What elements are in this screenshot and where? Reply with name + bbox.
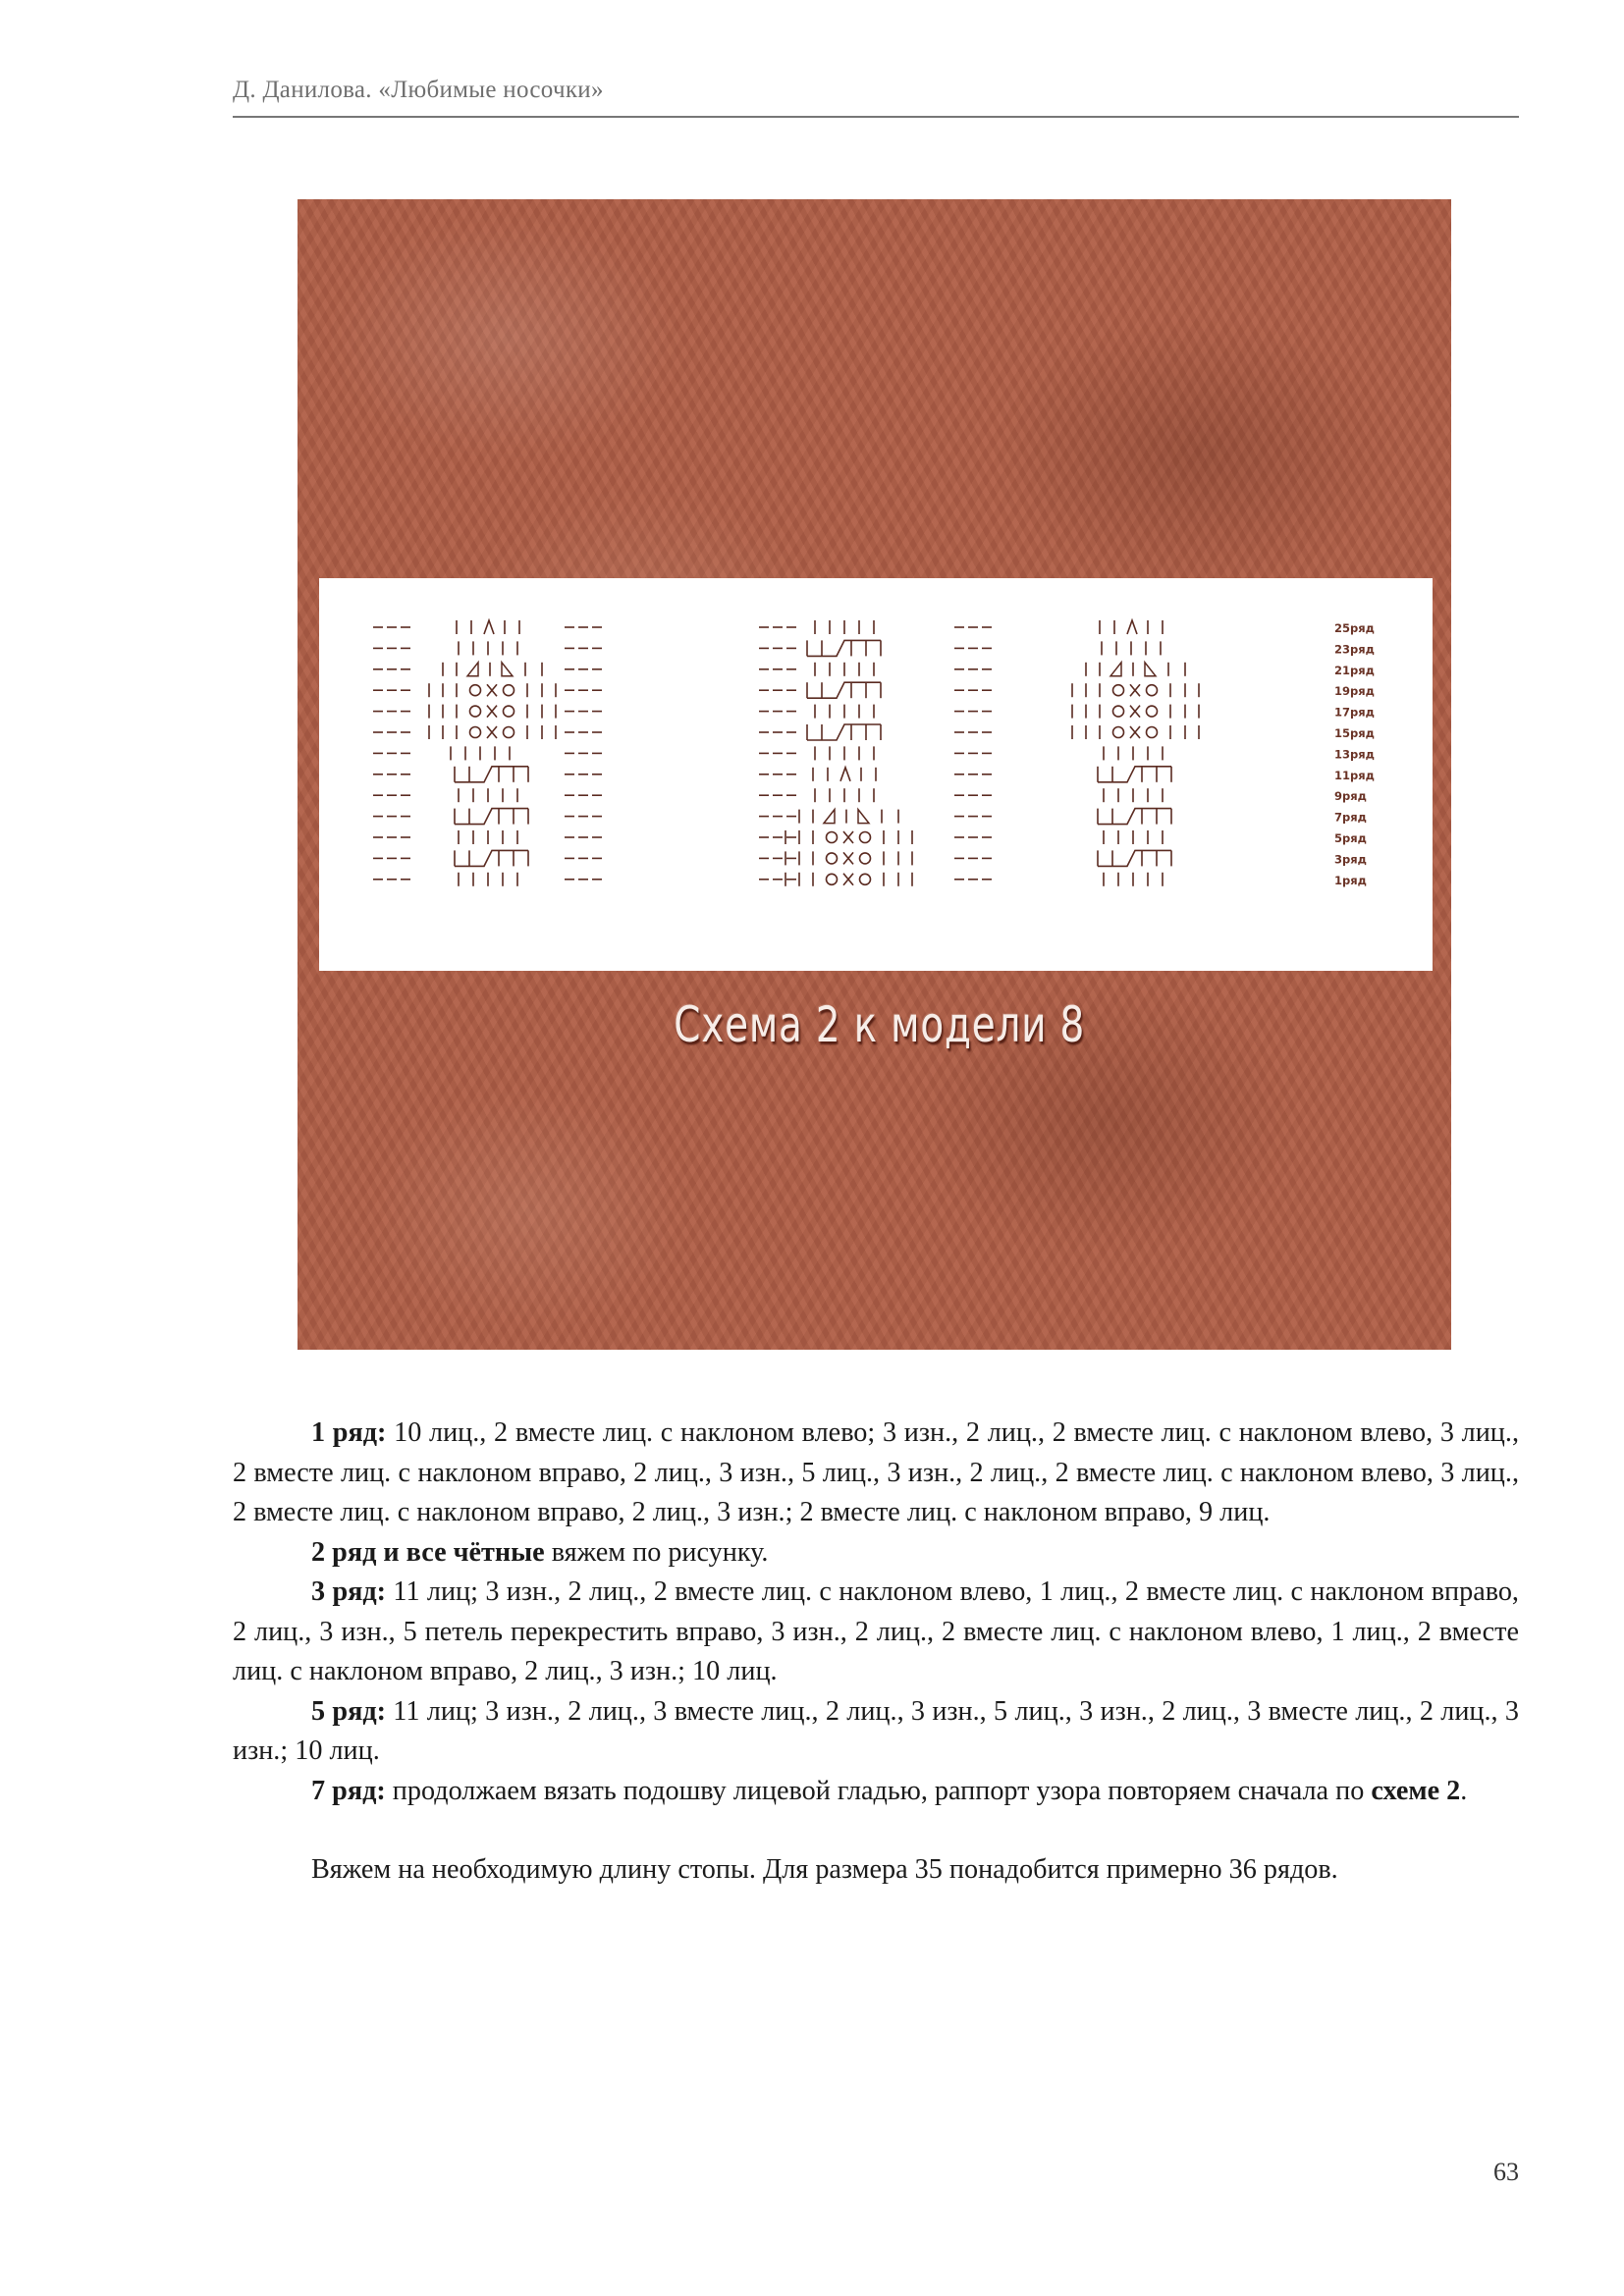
- yarn-over-mark: [1113, 685, 1124, 696]
- row-1-label: 1 ряд:: [311, 1417, 387, 1448]
- yarn-over-mark: [827, 874, 838, 884]
- row-7-scheme-ref: схеме 2: [1371, 1775, 1461, 1806]
- yarn-over-mark: [860, 853, 871, 864]
- instruction-row-2: [233, 1533, 1519, 1574]
- row-label: 25ряд: [1334, 621, 1375, 635]
- yarn-over-mark: [470, 727, 481, 738]
- yarn-over-mark: [470, 706, 481, 717]
- running-title: Д. Данилова. «Любимые носочки»: [233, 77, 604, 103]
- decrease-left-mark: [824, 810, 835, 824]
- closing-note: Вяжем на необходимую длину стопы. Для размера 35 понадобится примерно 36 рядов.: [311, 1854, 1338, 1885]
- cable-cross-mark: [807, 682, 881, 698]
- cable-cross-mark: [455, 809, 528, 825]
- instruction-row-3: [233, 1573, 1519, 1692]
- instruction-row-7: [233, 1772, 1519, 1812]
- decrease-right-mark: [1145, 663, 1156, 676]
- decrease-right-mark: [502, 663, 513, 676]
- cable-cross-mark: [1098, 809, 1171, 825]
- yarn-over-mark: [1147, 706, 1158, 717]
- knitting-chart-figure: [298, 199, 1451, 1350]
- row-7-end: .: [1460, 1775, 1468, 1806]
- row-7-text: продолжаем вязать подошву лицевой гладью, раппорт узора повторяем сначала по: [385, 1775, 1372, 1806]
- triple-decrease-mark: [484, 620, 494, 634]
- row-label: 23ряд: [1334, 642, 1375, 657]
- cable-cross-mark: [807, 640, 881, 656]
- row-label: 21ряд: [1334, 663, 1375, 677]
- row-3-text: 11 лиц; 3 изн., 2 лиц., 2 вместе лиц. с наклоном влево, 1 лиц., 2 вместе лиц. с наклоном вправо, 2 лиц., 3 изн., 5 петель перекрестить вправо, 3 изн., 2 лиц., 2 вместе лиц. с наклоном влево, 1 лиц., 2 вместе лиц. с наклоном вправо, 2 лиц., 3 изн.; 10 лиц.: [233, 1576, 1519, 1686]
- triple-decrease-mark: [1127, 620, 1137, 634]
- row-7-label: 7 ряд:: [311, 1775, 386, 1806]
- row-label: 9ряд: [1334, 789, 1367, 804]
- figure-caption: Схема 2 к модели 8: [674, 996, 1086, 1053]
- row-label: 15ряд: [1334, 726, 1375, 740]
- page-number: 63: [1493, 2158, 1519, 2186]
- row-label: 11ряд: [1334, 768, 1375, 782]
- yarn-over-mark: [827, 853, 838, 864]
- decrease-right-mark: [858, 810, 869, 824]
- header-rule: [233, 116, 1519, 118]
- row-3-label: 3 ряд:: [311, 1576, 387, 1607]
- instruction-row-5: [233, 1692, 1519, 1772]
- triple-decrease-mark: [840, 768, 850, 781]
- yarn-over-mark: [504, 706, 514, 717]
- row-label: 1ряд: [1334, 873, 1367, 887]
- row-5-text: 11 лиц; 3 изн., 2 лиц., 3 вместе лиц., 2 лиц., 3 изн., 5 лиц., 3 изн., 2 лиц., 3 вместе лиц., 2 лиц., 3 изн.; 10 лиц.: [233, 1695, 1519, 1766]
- instruction-row-1: [233, 1414, 1519, 1533]
- row-label: 7ряд: [1334, 810, 1367, 825]
- row-2-label: 2 ряд и все чётные: [311, 1536, 545, 1568]
- yarn-over-mark: [860, 832, 871, 843]
- decrease-left-mark: [467, 663, 478, 676]
- row-label: 3ряд: [1334, 852, 1367, 867]
- row-5-label: 5 ряд:: [311, 1695, 386, 1727]
- cable-cross-mark: [807, 724, 881, 740]
- row-1-text: 10 лиц., 2 вместе лиц. с наклоном влево; 3 изн., 2 лиц., 2 вместе лиц. с наклоном влево, 3 лиц., 2 вместе лиц. с наклоном вправо, 2 лиц., 3 изн., 5 лиц., 3 изн., 2 лиц., 2 вместе лиц. с наклоном влево, 3 лиц., 2 вместе лиц. с наклоном вправо, 2 лиц., 3 изн.; 2 вместе лиц. с наклоном вправо, 9 лиц.: [233, 1417, 1519, 1527]
- cable-cross-mark: [455, 767, 528, 782]
- yarn-over-mark: [470, 685, 481, 696]
- cable-cross-mark: [455, 850, 528, 866]
- yarn-over-mark: [827, 832, 838, 843]
- yarn-over-mark: [860, 874, 871, 884]
- yarn-over-mark: [1147, 685, 1158, 696]
- row-label: 17ряд: [1334, 705, 1375, 720]
- chart-panel: [319, 578, 1433, 971]
- cable-cross-mark: [1098, 767, 1171, 782]
- row-label: 13ряд: [1334, 747, 1375, 762]
- decrease-left-mark: [1110, 663, 1121, 676]
- yarn-over-mark: [504, 685, 514, 696]
- yarn-over-mark: [1113, 727, 1124, 738]
- row-label: 19ряд: [1334, 684, 1375, 699]
- row-2-text: вяжем по рисунку.: [544, 1536, 769, 1568]
- knitting-chart: [319, 578, 1433, 971]
- yarn-over-mark: [1113, 706, 1124, 717]
- cable-cross-mark: [1098, 850, 1171, 866]
- row-label: 5ряд: [1334, 831, 1367, 845]
- yarn-over-mark: [1147, 727, 1158, 738]
- yarn-over-mark: [504, 727, 514, 738]
- instructions-text: [233, 1414, 1519, 1891]
